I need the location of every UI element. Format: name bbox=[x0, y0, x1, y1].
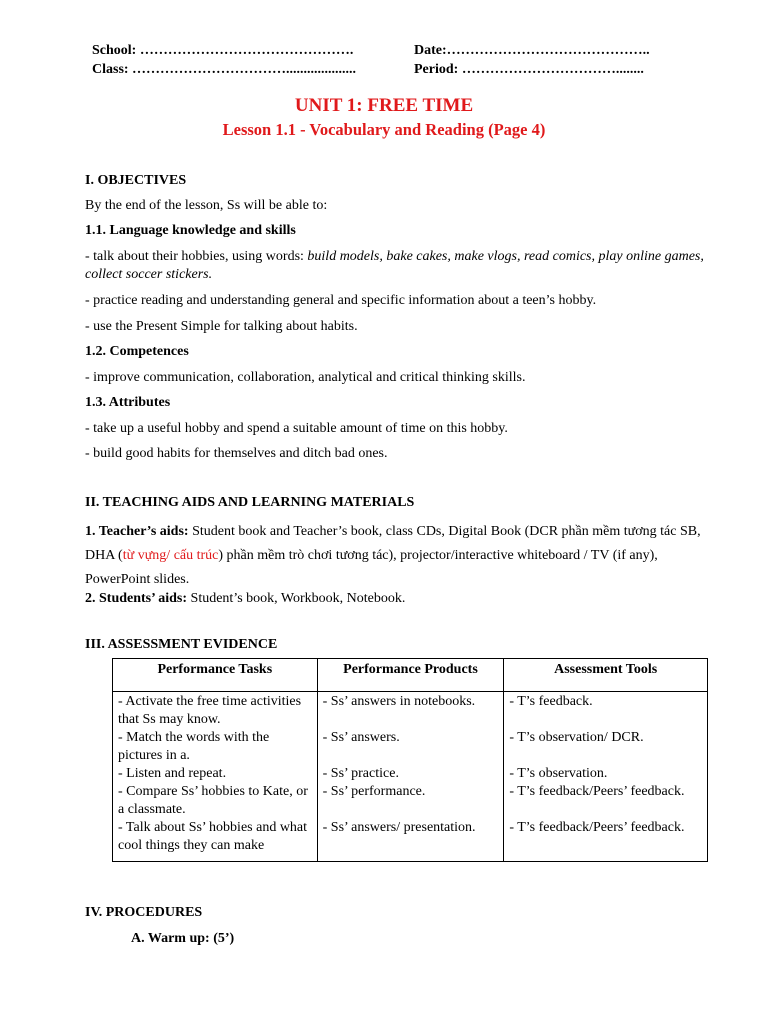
teachers-aids-label: 1. Teacher’s aids: bbox=[85, 524, 189, 539]
product-item: - Ss’ answers. bbox=[322, 730, 400, 745]
teachers-aids-text: Student book and Teacher’s book, class CDs, Digital Book (DCR phần mềm tương tác SB, DHA ( bbox=[85, 524, 701, 563]
attributes-heading: 1.3. Attributes bbox=[85, 395, 171, 410]
tasks-cell bbox=[113, 692, 318, 862]
objective-useful-hobby: - take up a useful hobby and spend a suitable amount of time on this hobby. bbox=[85, 421, 508, 436]
products-cell bbox=[317, 692, 504, 862]
task-item: - Match the words with the pictures in a. bbox=[118, 730, 270, 763]
objective-hobbies bbox=[85, 248, 725, 284]
objective-good-habits: - build good habits for themselves and ditch bad ones. bbox=[85, 446, 388, 461]
students-aids bbox=[85, 590, 725, 608]
assessment-heading: III. ASSESSMENT EVIDENCE bbox=[85, 637, 278, 652]
procedures-heading: IV. PROCEDURES bbox=[85, 905, 203, 920]
task-item: - Activate the free time activities that Ss may know. bbox=[118, 694, 302, 727]
tool-item: - T’s observation/ DCR. bbox=[509, 730, 644, 745]
school-field: School: ………………………………………. bbox=[92, 43, 354, 58]
lesson-title: Lesson 1.1 - Vocabulary and Reading (Page 4) bbox=[222, 120, 546, 139]
language-skills-heading: 1.1. Language knowledge and skills bbox=[85, 223, 296, 238]
task-item: - Listen and repeat. bbox=[118, 766, 227, 781]
class-field: Class: …………………………….................... bbox=[92, 62, 357, 77]
product-item: - Ss’ practice. bbox=[322, 766, 399, 781]
teachers-aids-text-2: ) phần mềm trò chơi tương tác), projector/interactive whiteboard / TV (if any), PowerPoint slides. bbox=[85, 548, 658, 587]
header-fields bbox=[92, 42, 692, 80]
column-header: Performance Products bbox=[317, 659, 504, 692]
product-item: - Ss’ performance. bbox=[322, 784, 426, 799]
task-item: - Compare Ss’ hobbies to Kate, or a classmate. bbox=[118, 784, 308, 817]
unit-title: UNIT 1: FREE TIME bbox=[294, 95, 474, 116]
assessment-table bbox=[112, 658, 708, 862]
product-item: - Ss’ answers in notebooks. bbox=[322, 694, 476, 709]
tool-item: - T’s feedback/Peers’ feedback. bbox=[509, 784, 685, 799]
objective-present-simple: - use the Present Simple for talking about habits. bbox=[85, 319, 358, 334]
objective-competences: - improve communication, collaboration, analytical and critical thinking skills. bbox=[85, 370, 526, 385]
table-row bbox=[113, 692, 708, 862]
column-header: Performance Tasks bbox=[113, 659, 318, 692]
table-header-row bbox=[113, 659, 708, 692]
teachers-aids bbox=[85, 520, 715, 592]
teachers-aids-red-text: từ vựng/ cấu trúc bbox=[122, 548, 219, 563]
students-aids-label: 2. Students’ aids: bbox=[85, 591, 188, 606]
column-header: Assessment Tools bbox=[504, 659, 708, 692]
product-item: - Ss’ answers/ presentation. bbox=[322, 820, 476, 835]
task-item: - Talk about Ss’ hobbies and what cool things they can make bbox=[118, 820, 308, 853]
objectives-heading: I. OBJECTIVES bbox=[85, 173, 187, 188]
competences-heading: 1.2. Competences bbox=[85, 344, 189, 359]
tool-item: - T’s observation. bbox=[509, 766, 608, 781]
objectives-intro: By the end of the lesson, Ss will be able to: bbox=[85, 198, 328, 213]
date-field: Date:…………………………………….. bbox=[414, 43, 650, 58]
tool-item: - T’s feedback/Peers’ feedback. bbox=[509, 820, 685, 835]
objective-reading: - practice reading and understanding general and specific information about a teen’s hobby. bbox=[85, 293, 597, 308]
tools-cell bbox=[504, 692, 708, 862]
warm-up-heading: A. Warm up: (5’) bbox=[131, 931, 235, 946]
period-field: Period: ……………………………........ bbox=[414, 62, 644, 77]
objective-hobbies-text: - talk about their hobbies, using words: bbox=[85, 249, 308, 264]
teaching-aids-heading: II. TEACHING AIDS AND LEARNING MATERIALS bbox=[85, 495, 415, 510]
students-aids-text: Student’s book, Workbook, Notebook. bbox=[187, 591, 406, 606]
objective-hobbies-words: build models, bake cakes, make vlogs, read comics, play online games, collect soccer stickers. bbox=[85, 249, 704, 282]
tool-item: - T’s feedback. bbox=[509, 694, 593, 709]
